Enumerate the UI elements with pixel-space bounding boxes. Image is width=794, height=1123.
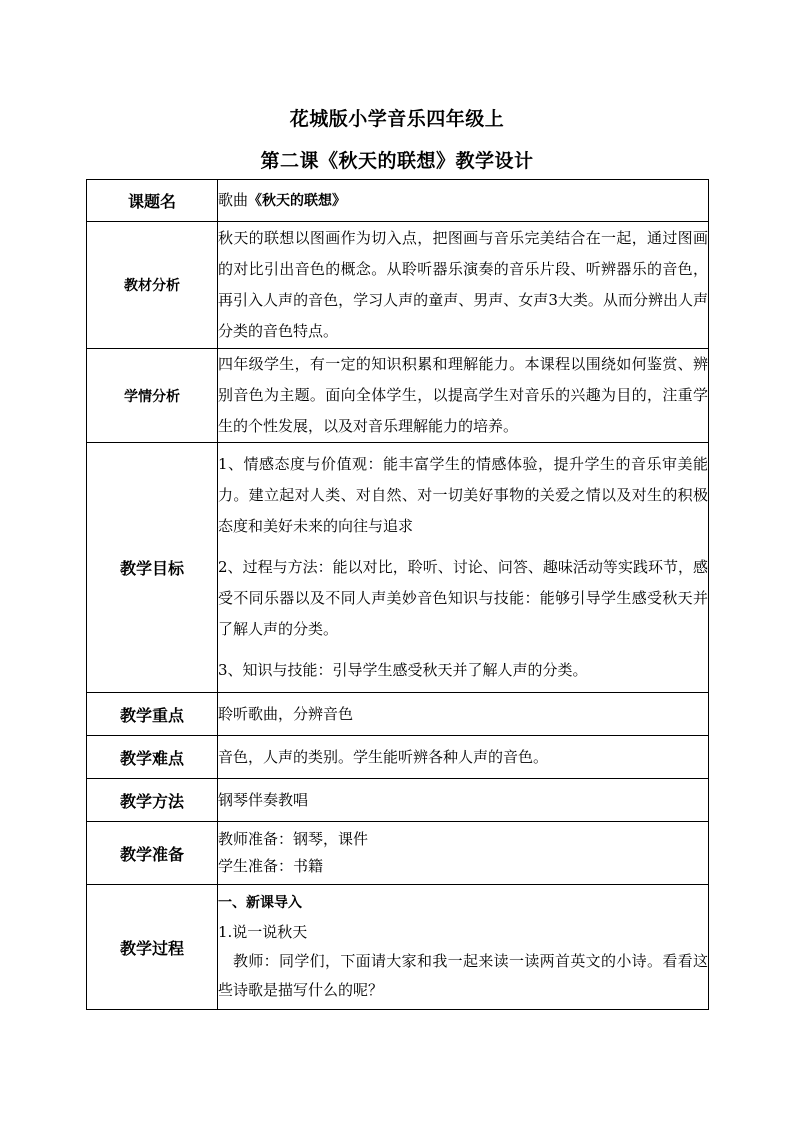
topic-song-title: 《秋天的联想》 <box>248 192 347 209</box>
content-topic <box>218 180 709 222</box>
lesson-plan-table <box>86 179 709 1010</box>
label-difficulty: 教学难点 <box>87 736 218 779</box>
label-topic: 课题名 <box>87 180 218 222</box>
row-material <box>87 222 709 349</box>
process-step: 1.说一说秋天 <box>218 923 308 941</box>
row-method <box>87 779 709 822</box>
label-goals: 教学目标 <box>87 443 218 693</box>
process-text: 教师：同学们，下面请大家和我一起来读一读两首英文的小诗。看看这些诗歌是描写什么的呢？ <box>218 952 708 999</box>
process-section-heading: 一、新课导入 <box>218 895 302 911</box>
document-title: 花城版小学音乐四年级上 <box>289 108 505 130</box>
goal-item: 3、知识与技能：引导学生感受秋天并了解人声的分类。 <box>218 661 588 679</box>
goal-item: 2、过程与方法：能以对比，聆听、讨论、问答、趣味活动等实践环节，感受不同乐器以及不同人声美妙音色知识与技能：能够引导学生感受秋天并了解人声的分类。 <box>218 558 708 638</box>
learner-text: 四年级学生，有一定的知识积累和理解能力。本课程以围绕如何鉴赏、辨别音色为主题。面向全体学生，以提高学生对音乐的兴趣为目的，注重学生的个性发展，以及对音乐理解能力的培养。 <box>218 355 708 435</box>
row-topic <box>87 180 709 222</box>
row-goals <box>87 443 709 693</box>
label-key: 教学重点 <box>87 693 218 736</box>
content-goals <box>218 443 709 693</box>
row-learner <box>87 349 709 443</box>
material-text: 秋天的联想以图画作为切入点，把图画与音乐完美结合在一起，通过图画的对比引出音色的概念。从聆听器乐演奏的音乐片段、听辨器乐的音色，再引入人声的音色，学习人声的童声、男声、女声3大类。从而分辨出人声分类的音色特点。 <box>218 229 708 340</box>
content-prep <box>218 822 709 885</box>
prep-student: 学生准备：书籍 <box>218 857 324 875</box>
content-key: 聆听歌曲，分辨音色 <box>218 693 709 736</box>
row-prep <box>87 822 709 885</box>
label-process: 教学过程 <box>87 885 218 1010</box>
content-difficulty: 音色，人声的类别。学生能听辨各种人声的音色。 <box>218 736 709 779</box>
lesson-title: 第二课《秋天的联想》教学设计 <box>260 150 534 172</box>
label-prep: 教学准备 <box>87 822 218 885</box>
label-method: 教学方法 <box>87 779 218 822</box>
content-process <box>218 885 709 1010</box>
prep-teacher: 教师准备：钢琴，课件 <box>218 830 369 848</box>
topic-prefix: 歌曲 <box>218 190 249 209</box>
label-material: 教材分析 <box>87 222 218 349</box>
content-material <box>218 222 709 349</box>
content-learner <box>218 349 709 443</box>
row-difficulty <box>87 736 709 779</box>
goal-item: 1、情感态度与价值观：能丰富学生的情感体验，提升学生的音乐审美能力。建立起对人类、对自然、对一切美好事物的关爱之情以及对生的积极态度和美好未来的向往与追求 <box>218 455 708 535</box>
row-key <box>87 693 709 736</box>
content-method: 钢琴伴奏教唱 <box>218 779 709 822</box>
row-process <box>87 885 709 1010</box>
label-learner: 学情分析 <box>87 349 218 443</box>
